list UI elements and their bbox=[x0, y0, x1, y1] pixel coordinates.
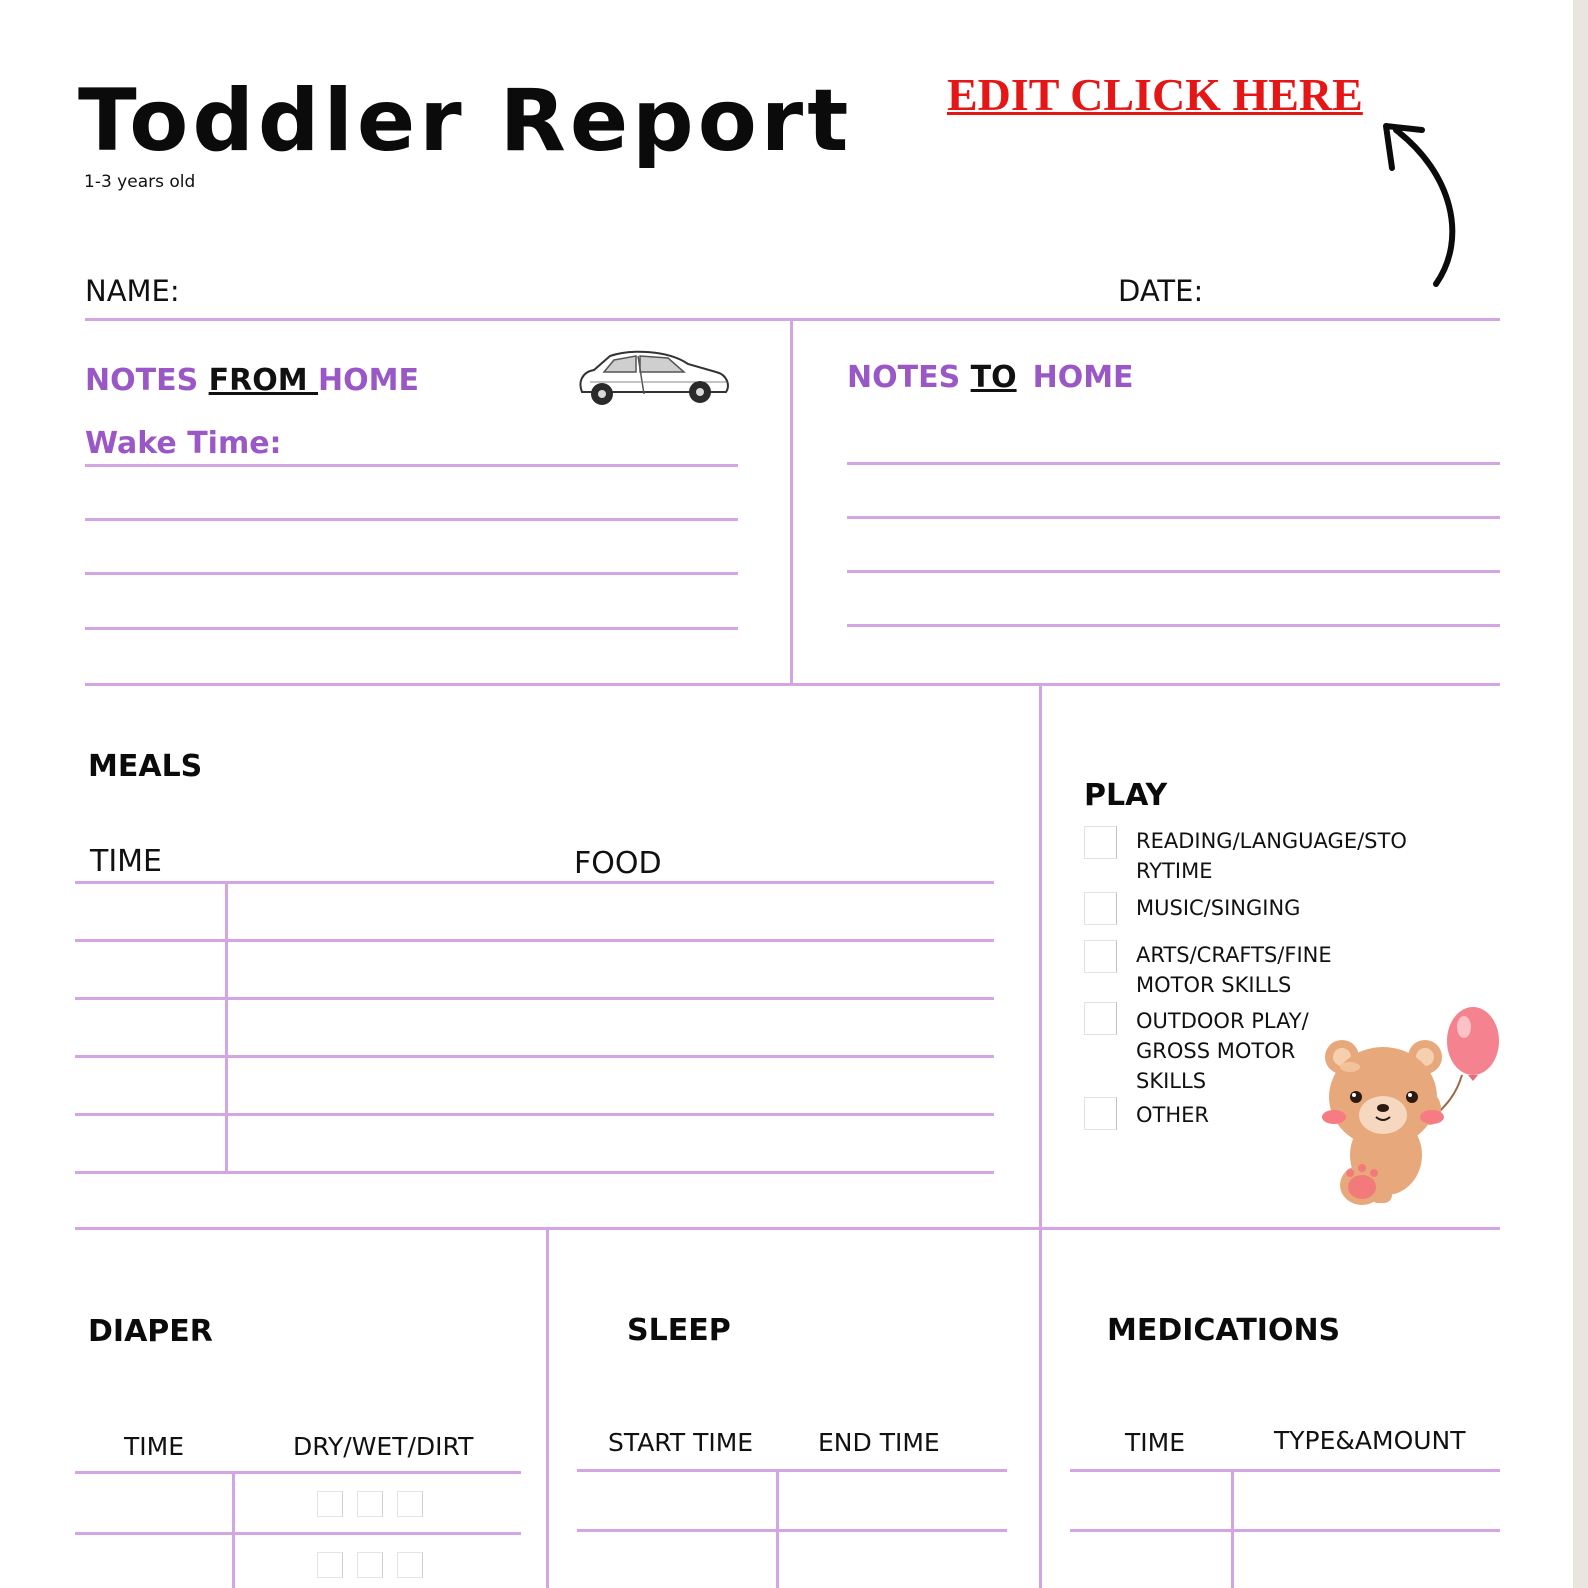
play-title: PLAY bbox=[1084, 778, 1168, 813]
notes-from-line bbox=[85, 464, 738, 467]
diaper-col-divider bbox=[232, 1473, 235, 1588]
diaper-col-status: DRY/WET/DIRT bbox=[293, 1432, 474, 1461]
play-item-music: MUSIC/SINGING bbox=[1136, 896, 1301, 920]
teddy-bear-balloon-icon bbox=[1320, 1005, 1502, 1215]
diaper-sleep-divider bbox=[546, 1229, 549, 1588]
meals-row-rule bbox=[75, 1113, 994, 1116]
sleep-col-start: START TIME bbox=[608, 1428, 754, 1457]
medications-col-time: TIME bbox=[1125, 1428, 1186, 1457]
diaper-title: DIAPER bbox=[88, 1314, 213, 1349]
notes-from-line bbox=[85, 518, 738, 521]
notes-from-home-heading bbox=[85, 363, 419, 398]
diaper-col-time: TIME bbox=[124, 1432, 185, 1461]
notes-to-emph: TO bbox=[970, 360, 1017, 395]
notes-divider bbox=[790, 318, 793, 685]
play-checkbox-other[interactable] bbox=[1084, 1097, 1117, 1130]
notes-to-line bbox=[847, 570, 1500, 573]
notes-to-home-heading bbox=[847, 360, 1134, 395]
meals-play-divider bbox=[1039, 685, 1042, 1229]
car-icon bbox=[576, 350, 732, 410]
notes-to-post: HOME bbox=[1032, 360, 1134, 395]
diaper-dry-checkbox[interactable] bbox=[317, 1552, 343, 1578]
meals-row-rule bbox=[75, 939, 994, 942]
notes-to-line bbox=[847, 624, 1500, 627]
sleep-title: SLEEP bbox=[627, 1313, 731, 1348]
diaper-wet-checkbox[interactable] bbox=[357, 1491, 383, 1517]
notes-from-pre: NOTES bbox=[85, 363, 209, 398]
sleep-row-rule bbox=[577, 1529, 1007, 1532]
sleep-col-end: END TIME bbox=[818, 1428, 940, 1457]
meals-title: MEALS bbox=[88, 749, 203, 784]
diaper-row-rule bbox=[75, 1532, 521, 1535]
play-item-arts: ARTS/CRAFTS/FINE MOTOR SKILLS bbox=[1136, 943, 1332, 997]
meals-col-food: FOOD bbox=[574, 846, 662, 881]
page-title: Toddler Report bbox=[78, 71, 853, 171]
age-subtitle: 1-3 years old bbox=[84, 172, 196, 192]
play-checkbox-outdoor[interactable] bbox=[1084, 1002, 1117, 1035]
diaper-dirty-checkbox[interactable] bbox=[397, 1552, 423, 1578]
play-item-reading: READING/LANGUAGE/STORYTIME bbox=[1136, 829, 1407, 883]
notes-bottom-rule bbox=[85, 683, 1500, 686]
notes-from-line bbox=[85, 572, 738, 575]
play-item-other: OTHER bbox=[1136, 1103, 1210, 1127]
middle-bottom-rule bbox=[75, 1227, 1500, 1230]
meals-row-rule bbox=[75, 1171, 994, 1174]
medications-col-divider bbox=[1231, 1471, 1234, 1588]
sleep-col-divider bbox=[776, 1471, 779, 1588]
sleep-meds-divider bbox=[1039, 1229, 1042, 1588]
medications-col-type: TYPE&AMOUNT bbox=[1274, 1426, 1466, 1455]
meals-row-rule bbox=[75, 881, 994, 884]
wake-time-label: Wake Time: bbox=[85, 426, 282, 461]
play-checkbox-arts[interactable] bbox=[1084, 940, 1117, 973]
notes-from-emph: FROM bbox=[208, 363, 319, 398]
meals-row-rule bbox=[75, 1055, 994, 1058]
sleep-row-rule bbox=[577, 1469, 1007, 1472]
play-item-outdoor: OUTDOOR PLAY/ GROSS MOTOR SKILLS bbox=[1136, 1009, 1309, 1093]
play-checkbox-reading[interactable] bbox=[1084, 826, 1117, 859]
notes-to-line bbox=[847, 462, 1500, 465]
diaper-dry-checkbox[interactable] bbox=[317, 1491, 343, 1517]
medications-row-rule bbox=[1070, 1469, 1500, 1472]
notes-to-line bbox=[847, 516, 1500, 519]
meals-row-rule bbox=[75, 997, 994, 1000]
notes-from-line bbox=[85, 627, 738, 630]
date-label: DATE: bbox=[1118, 274, 1204, 308]
meals-col-divider bbox=[225, 884, 228, 1173]
notes-to-pre: NOTES bbox=[847, 360, 971, 395]
diaper-row-rule bbox=[75, 1471, 521, 1474]
medications-row-rule bbox=[1070, 1529, 1500, 1532]
name-label: NAME: bbox=[85, 274, 180, 308]
meals-col-time: TIME bbox=[90, 844, 163, 879]
curved-arrow-icon bbox=[1380, 118, 1470, 293]
medications-title: MEDICATIONS bbox=[1107, 1313, 1341, 1348]
edit-link[interactable]: EDIT CLICK HERE bbox=[947, 69, 1363, 120]
page-edge bbox=[1573, 0, 1588, 1588]
play-checkbox-music[interactable] bbox=[1084, 892, 1117, 925]
diaper-dirty-checkbox[interactable] bbox=[397, 1491, 423, 1517]
diaper-wet-checkbox[interactable] bbox=[357, 1552, 383, 1578]
notes-from-post: HOME bbox=[318, 363, 419, 398]
